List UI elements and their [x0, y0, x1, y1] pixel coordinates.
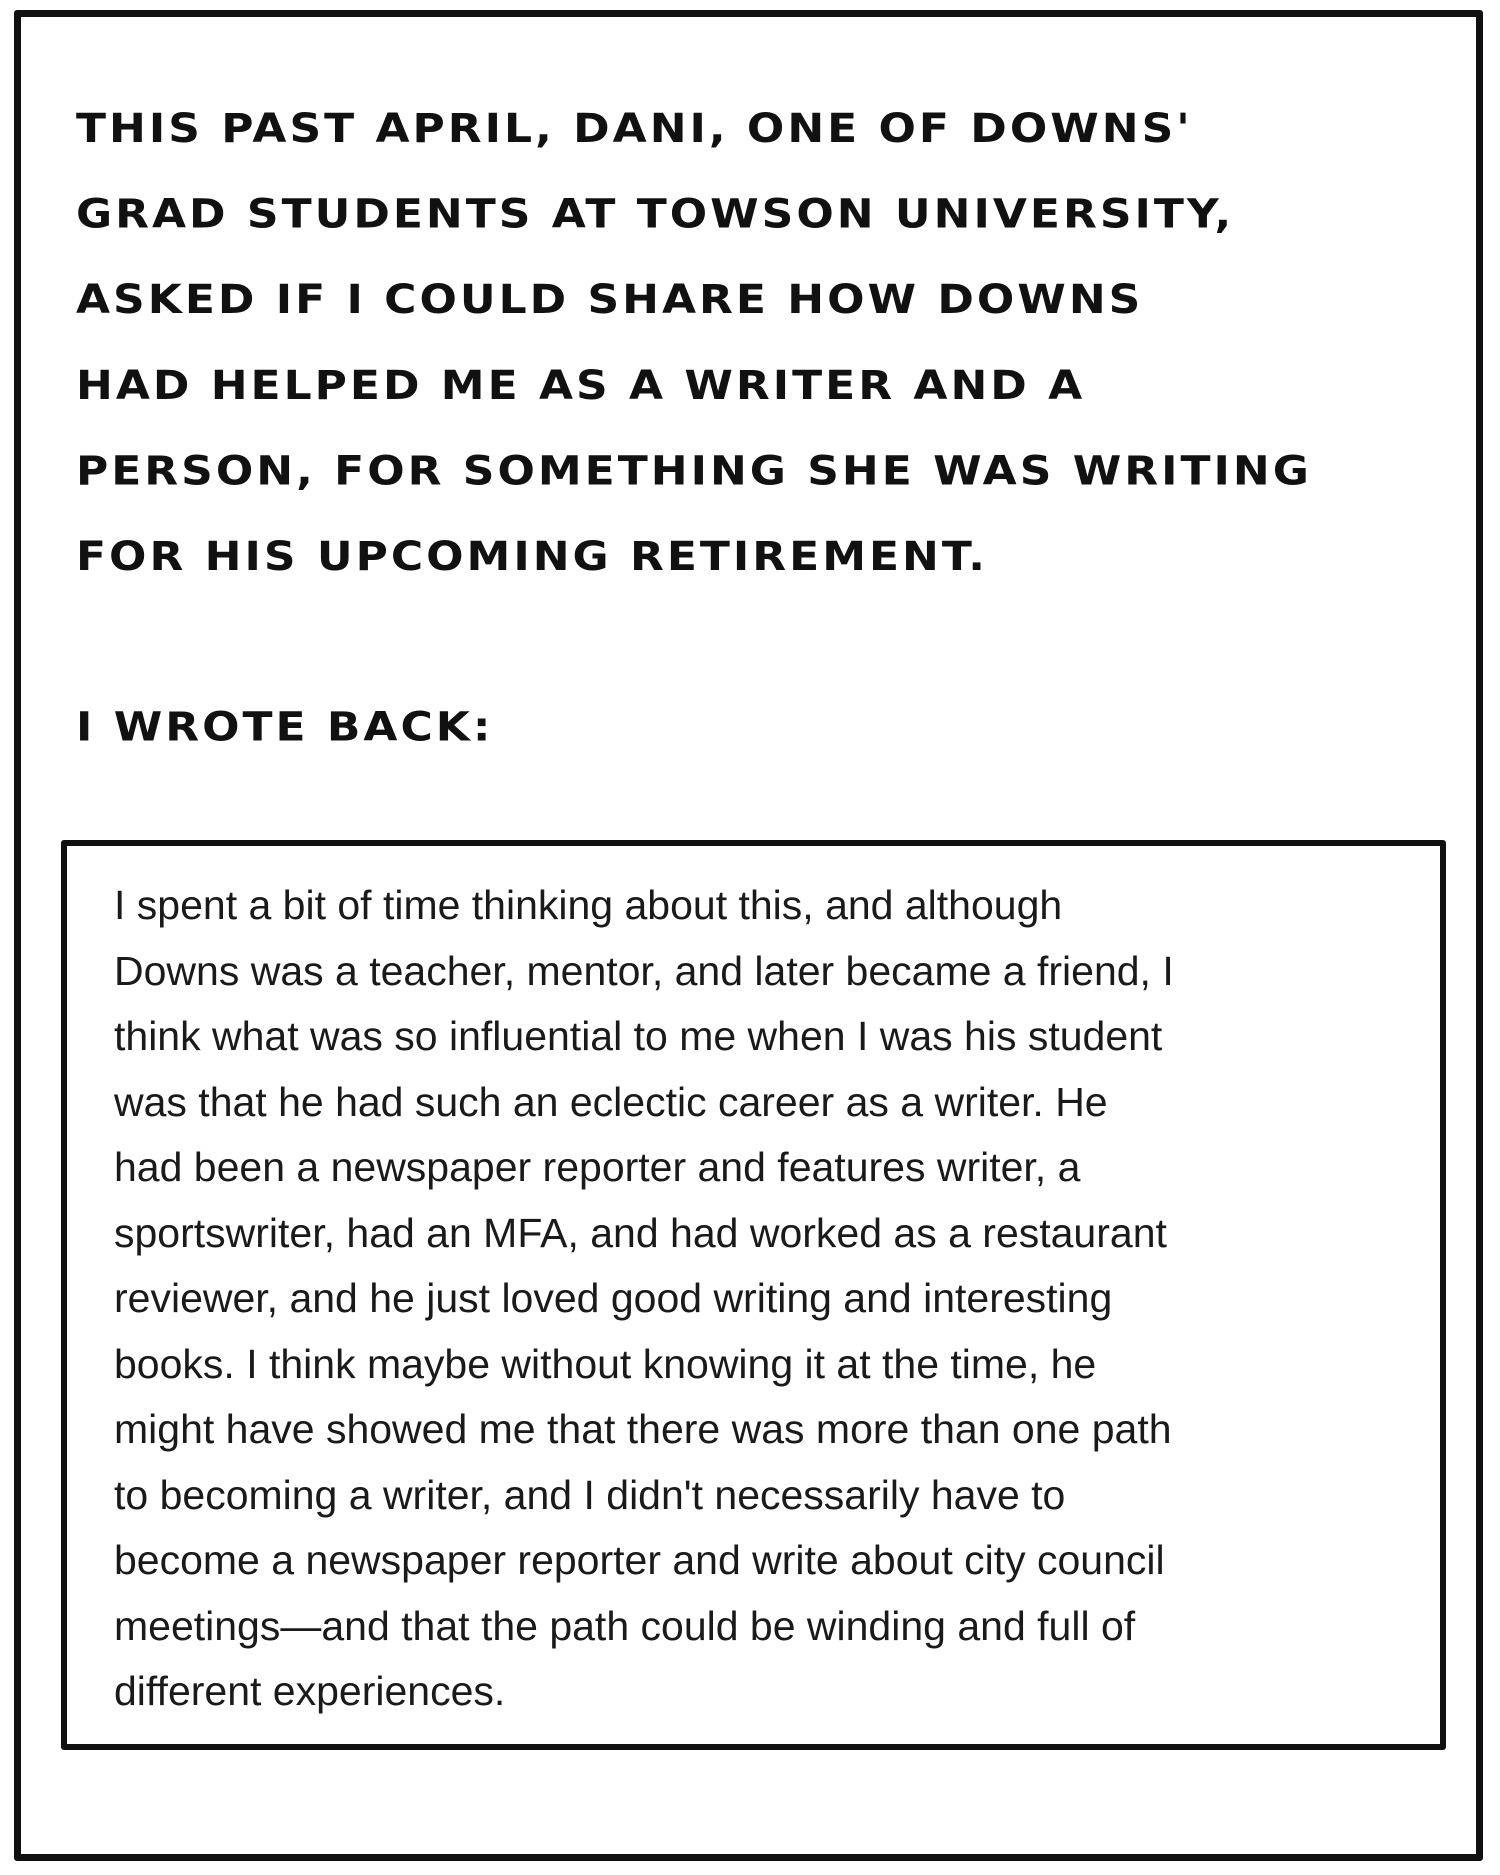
caption-line: PERSON, FOR SOMETHING SHE WAS WRITING	[76, 447, 1312, 495]
caption-line: FOR HIS UPCOMING RETIREMENT.	[76, 533, 988, 581]
letter-line: Downs was a teacher, mentor, and later became a friend, I	[114, 947, 1174, 994]
letter-line: I spent a bit of time thinking about this, and although	[114, 882, 1063, 928]
caption-line: THIS PAST APRIL, DANI, ONE OF DOWNS'	[76, 105, 1193, 153]
caption-line: GRAD STUDENTS AT TOWSON UNIVERSITY,	[76, 190, 1235, 238]
letter-line: sportswriter, had an MFA, and had worked as a restaurant	[114, 1209, 1167, 1256]
caption-line: ASKED IF I COULD SHARE HOW DOWNS	[76, 276, 1144, 324]
letter-line: to becoming a writer, and I didn't necessarily have to	[114, 1471, 1066, 1518]
letter-line: had been a newspaper reporter and features writer, a	[114, 1144, 1081, 1190]
handwritten-caption	[76, 86, 1456, 599]
letter-line: different experiences.	[114, 1668, 506, 1714]
quoted-letter-text	[114, 873, 1444, 1725]
letter-line: was that he had such an eclectic career as a writer. He	[114, 1078, 1108, 1125]
letter-line: books. I think maybe without knowing it at the time, he	[114, 1340, 1097, 1387]
letter-line: meetings—and that the path could be winding and full of	[114, 1602, 1136, 1649]
letter-line: become a newspaper reporter and write about city council	[114, 1537, 1165, 1583]
caption-line: HAD HELPED ME AS A WRITER AND A	[76, 362, 1086, 409]
letter-line: might have showed me that there was more than one path	[114, 1406, 1172, 1452]
reply-label: I WROTE BACK:	[76, 703, 494, 751]
letter-line: think what was so influential to me when I was his student	[114, 1013, 1163, 1059]
letter-line: reviewer, and he just loved good writing and interesting	[114, 1275, 1113, 1321]
